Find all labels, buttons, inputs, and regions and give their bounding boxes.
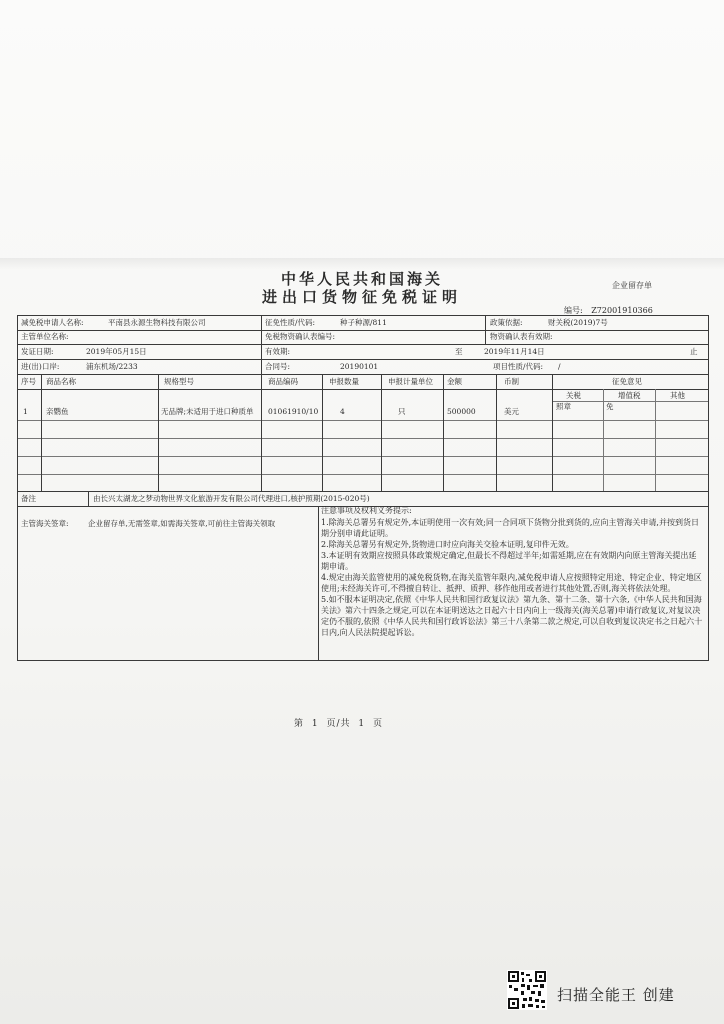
scanner-brand: 扫描全能王 创建 bbox=[557, 986, 675, 1004]
row-qty: 4 bbox=[340, 407, 345, 416]
col-divider bbox=[655, 389, 656, 491]
row-divider bbox=[18, 389, 708, 390]
valid-label: 有效期: bbox=[265, 347, 291, 356]
col-divider bbox=[485, 330, 486, 345]
row-unit: 只 bbox=[398, 407, 406, 416]
project-code-label: 项目性质/代码: bbox=[493, 362, 544, 371]
row-seq: 1 bbox=[23, 407, 28, 416]
tax-nature-value: 种子种源/811 bbox=[340, 318, 387, 327]
col-divider bbox=[158, 374, 159, 491]
row-divider bbox=[18, 474, 708, 475]
remarks-value: 由长兴太湖龙之梦动物世界文化旅游开发有限公司代理进口,核护照期(2015-020号) bbox=[93, 494, 370, 503]
customs-sign-value: 企业留存单,无需签章,如需海关签章,可前往主管海关领取 bbox=[88, 519, 276, 528]
qr-code-icon bbox=[507, 970, 547, 1010]
notice-item: 2.除海关总署另有规定外,货物进口时应向海关交验本证明,复印件无效。 bbox=[321, 540, 574, 549]
col-divider bbox=[603, 389, 604, 491]
notice-section bbox=[321, 505, 704, 638]
row-name: 亲鹦鱼 bbox=[46, 407, 69, 416]
row-currency: 美元 bbox=[504, 407, 519, 416]
pager-current: 1 bbox=[311, 719, 319, 729]
row-divider bbox=[18, 374, 708, 375]
authority-label: 主管单位名称: bbox=[21, 332, 69, 341]
col-header-seq: 序号 bbox=[21, 377, 36, 386]
notice-item: 4.规定由海关监管使用的减免税货物,在海关监管年限内,减免税申请人应按照特定用途、特定企业、特定地区使用;未经海关许可,不得擅自转让、抵押、质押、移作他用或者进行其他处置,否则,海关将依法处理。 bbox=[321, 573, 702, 593]
col-divider bbox=[485, 316, 486, 330]
copy-label: 企业留存单 bbox=[612, 281, 652, 290]
applicant-label: 减免税申请人名称: bbox=[21, 318, 84, 327]
col-header-vat: 增值税 bbox=[618, 391, 641, 400]
port-value: 浦东机场/2233 bbox=[86, 362, 138, 371]
contract-label: 合同号: bbox=[265, 362, 291, 371]
row-divider bbox=[552, 401, 708, 402]
col-divider bbox=[318, 506, 319, 660]
col-header-duty: 关税 bbox=[566, 391, 581, 400]
notice-item: 5.如不服本证明决定,依照《中华人民共和国行政复议法》第九条、第十二条、第十六条,《中华人民共和国海关法》第六十四条之规定,可以在本证明送达之日起六十日内向上一级海关(海关总署)申请行政复议,对复议决定仍不服的,依照《中华人民共和国行政诉讼法》第三十八条第二款之规定,可以自收到复议决定书之日起六十日内,向人民法院提起诉讼。 bbox=[321, 595, 703, 637]
port-label: 进(出)口岸: bbox=[21, 362, 60, 371]
document-title: 中华人民共和国海关 bbox=[280, 270, 443, 288]
pager-total: 1 bbox=[358, 719, 366, 729]
col-header-code: 商品编码 bbox=[268, 377, 298, 386]
policy-label: 政策依据: bbox=[490, 318, 523, 327]
project-code-value: / bbox=[558, 362, 561, 371]
row-divider bbox=[18, 420, 708, 421]
col-header-other: 其他 bbox=[670, 391, 685, 400]
col-divider bbox=[381, 374, 382, 491]
project-label: 免税物资确认表编号: bbox=[265, 332, 336, 341]
document-subtitle: 进出口货物征免税证明 bbox=[261, 288, 462, 306]
notice-heading: 注意事项及权利义务提示: bbox=[321, 506, 412, 515]
serial-label: 编号: bbox=[564, 306, 583, 315]
pager-text: 页 bbox=[373, 719, 384, 729]
serial-value: Z72001910366 bbox=[591, 306, 653, 315]
page-counter bbox=[294, 716, 387, 729]
col-header-unit: 申报计量单位 bbox=[388, 377, 433, 386]
row-divider bbox=[18, 359, 708, 360]
issue-date-value: 2019年05月15日 bbox=[86, 347, 147, 356]
contract-value: 20190101 bbox=[340, 362, 379, 371]
applicant-value: 平南县永源生物科技有限公司 bbox=[108, 318, 206, 327]
row-code: 01061910/10 bbox=[268, 407, 319, 416]
pager-text: 第 bbox=[294, 719, 305, 729]
customs-sign-label: 主管海关签章: bbox=[21, 519, 69, 528]
row-divider bbox=[18, 438, 708, 439]
row-vat-opinion: 免 bbox=[606, 402, 614, 411]
col-divider bbox=[443, 374, 444, 491]
row-amount: 500000 bbox=[447, 407, 476, 416]
col-header-opinion: 征免意见 bbox=[612, 377, 642, 386]
valid-to-label: 至 bbox=[455, 347, 463, 356]
notice-item: 3.本证明有效期应按照具体政策规定确定,但最长不得超过半年;如需延期,应在有效期内向原主管海关提出延期申请。 bbox=[321, 551, 697, 571]
col-header-currency: 币制 bbox=[504, 377, 519, 386]
confirm-label: 物资确认表有效期: bbox=[490, 332, 553, 341]
row-duty-opinion: 照章 bbox=[556, 402, 571, 411]
notice-item: 1.除海关总署另有规定外,本证明使用一次有效;同一合同项下货物分批到货的,应向主管海关申请,并按到货日期分别申请此证明。 bbox=[321, 518, 699, 538]
col-header-qty: 申报数量 bbox=[329, 377, 359, 386]
col-divider bbox=[88, 491, 89, 506]
col-divider bbox=[261, 374, 262, 491]
issue-date-label: 发证日期: bbox=[21, 347, 54, 356]
col-header-name: 商品名称 bbox=[46, 377, 76, 386]
col-header-amount: 金额 bbox=[447, 377, 462, 386]
col-divider bbox=[552, 374, 553, 491]
col-divider bbox=[322, 374, 323, 491]
row-divider bbox=[18, 456, 708, 457]
row-divider bbox=[18, 344, 708, 345]
policy-value: 财关税(2019)7号 bbox=[548, 318, 608, 327]
remarks-label: 备注 bbox=[21, 494, 36, 503]
col-divider bbox=[41, 374, 42, 491]
valid-end-value: 2019年11月14日 bbox=[484, 347, 545, 356]
col-header-spec: 规格型号 bbox=[164, 377, 194, 386]
tax-nature-label: 征免性质/代码: bbox=[265, 318, 316, 327]
pager-text: 页/共 bbox=[326, 719, 351, 729]
valid-end-suffix: 止 bbox=[690, 347, 698, 356]
row-divider bbox=[18, 491, 708, 492]
row-divider bbox=[18, 330, 708, 331]
col-divider bbox=[496, 374, 497, 491]
row-spec: 无品牌;未适用于进口种质单 bbox=[161, 407, 254, 416]
